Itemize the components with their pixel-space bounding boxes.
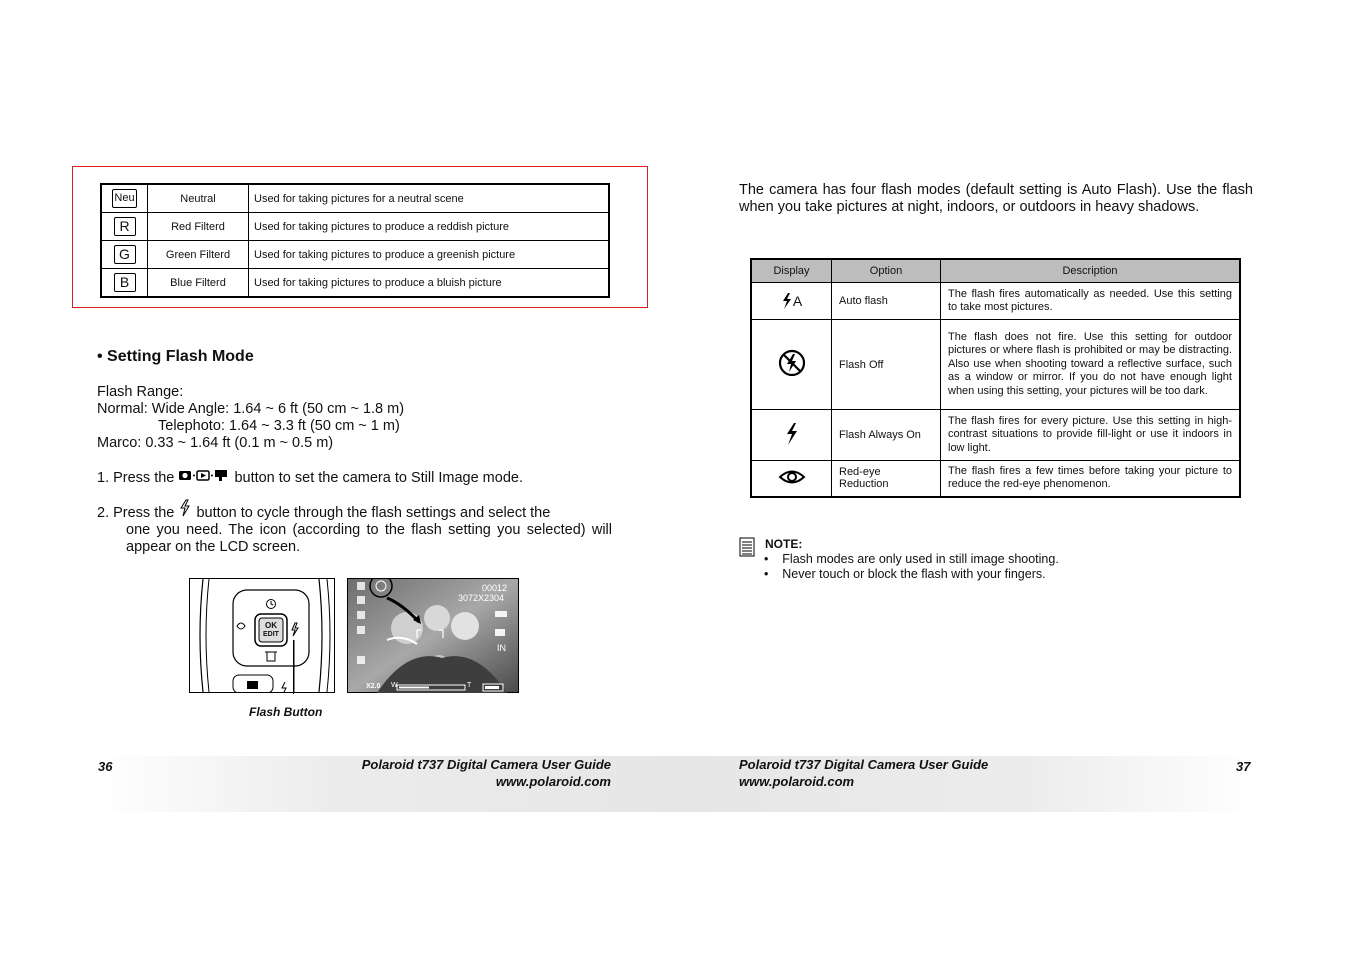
note-icon bbox=[739, 537, 755, 557]
list-item: • Flash modes are only used in still image shooting. bbox=[764, 552, 1059, 566]
table-row bbox=[101, 184, 609, 213]
storage-indicator: IN bbox=[497, 643, 506, 653]
edit-label: EDIT bbox=[263, 631, 279, 638]
filter-name: Blue Filterd bbox=[148, 269, 249, 298]
zoom-level: X2.0 bbox=[366, 683, 381, 690]
note-title: NOTE: bbox=[765, 537, 803, 551]
description-cell: The flash fires for every picture. Use this setting in high-contrast situations to provide fill-light or use it indoors in low light. bbox=[941, 410, 1241, 461]
footer-title: Polaroid t737 Digital Camera User Guide bbox=[361, 757, 611, 772]
flash-off-icon bbox=[751, 320, 832, 410]
filter-description: Used for taking pictures to produce a greenish picture bbox=[249, 241, 610, 269]
table-row bbox=[751, 320, 1240, 410]
auto-flash-icon bbox=[751, 283, 832, 320]
table-row bbox=[101, 241, 609, 269]
ok-label: OK bbox=[265, 621, 277, 630]
blue-filter-icon: B bbox=[114, 273, 136, 292]
filter-description: Used for taking pictures for a neutral scene bbox=[249, 184, 610, 213]
range-title: Flash Range: bbox=[97, 384, 184, 400]
resolution-readout: 3072X2304 bbox=[458, 593, 505, 603]
option-cell: Flash Off bbox=[832, 320, 941, 410]
callout-line bbox=[293, 640, 294, 694]
table-row bbox=[101, 269, 609, 298]
red-eye-icon bbox=[751, 461, 832, 497]
color-filter-box bbox=[72, 166, 648, 308]
table-row bbox=[101, 213, 609, 241]
color-filter-table bbox=[100, 183, 610, 298]
step-2 bbox=[97, 499, 612, 556]
range-normal: Normal: Wide Angle: 1.64 ~ 6 ft (50 cm ~ 1.8 m) bbox=[97, 401, 405, 417]
flash-always-on-icon bbox=[751, 410, 832, 461]
description-cell: The flash fires automatically as needed. Use this setting to take most pictures. bbox=[941, 283, 1241, 320]
option-cell: Flash Always On bbox=[832, 410, 941, 461]
step-1 bbox=[97, 469, 612, 487]
description-cell: The flash fires a few times before taking your picture to reduce the red-eye phenomenon. bbox=[941, 461, 1241, 497]
footer-url[interactable]: www.polaroid.com bbox=[495, 774, 611, 789]
flash-mode-table bbox=[750, 258, 1241, 498]
intro-paragraph: The camera has four flash modes (default setting is Auto Flash). Use the flash when you take pictures at night, indoors, or outdoors in heavy shadows. bbox=[739, 182, 1253, 215]
footer-right bbox=[739, 756, 1059, 790]
step2-text-start: 2. Press the bbox=[97, 505, 175, 521]
camera-back-illustration bbox=[189, 578, 335, 693]
step2-text-end: button to cycle through the flash settings and select the bbox=[196, 505, 551, 521]
option-cell: Red-eye Reduction bbox=[832, 461, 941, 497]
note-list bbox=[764, 552, 1059, 582]
page-number-left: 36 bbox=[98, 759, 113, 774]
table-row bbox=[751, 461, 1240, 497]
table-row bbox=[751, 283, 1240, 320]
table-header-row bbox=[751, 259, 1240, 283]
flash-range-block bbox=[97, 384, 617, 452]
filter-description: Used for taking pictures to produce a reddish picture bbox=[249, 213, 610, 241]
auto-flash-icon-letter: A bbox=[792, 293, 803, 309]
footer-left bbox=[300, 756, 611, 790]
filter-name: Neutral bbox=[148, 184, 249, 213]
option-cell: Auto flash bbox=[832, 283, 941, 320]
figure-caption: Flash Button bbox=[249, 705, 323, 719]
zoom-tele-label: T bbox=[467, 682, 472, 689]
filter-description: Used for taking pictures to produce a bluish picture bbox=[249, 269, 610, 298]
footer-title: Polaroid t737 Digital Camera User Guide bbox=[739, 757, 989, 772]
range-macro: Marco: 0.33 ~ 1.64 ft (0.1 m ~ 0.5 m) bbox=[97, 435, 334, 451]
page-number-right: 37 bbox=[1236, 759, 1251, 774]
filter-name: Red Filterd bbox=[148, 213, 249, 241]
shot-counter: 00012 bbox=[482, 583, 508, 593]
description-cell: The flash does not fire. Use this setting for outdoor pictures or where flash is prohibited or may be distracting. Also use when shooting toward a reflective surface, such as a window or mirror. If you do not have enough light when using this setting, your pictures will be too dark. bbox=[941, 320, 1241, 410]
range-telephoto: Telephoto: 1.64 ~ 3.3 ft (50 cm ~ 1 m) bbox=[158, 418, 400, 434]
step1-text-end: button to set the camera to Still Image mode. bbox=[234, 470, 523, 486]
step1-text-start: 1. Press the bbox=[97, 470, 175, 486]
green-filter-icon: G bbox=[114, 245, 136, 264]
header-description: Description bbox=[941, 259, 1241, 283]
filter-name: Green Filterd bbox=[148, 241, 249, 269]
mode-button-icon bbox=[178, 470, 234, 486]
neutral-filter-icon: Neu bbox=[112, 189, 136, 208]
zoom-wide-label: W bbox=[391, 682, 398, 689]
header-option: Option bbox=[832, 259, 941, 283]
table-row bbox=[751, 410, 1240, 461]
footer-url[interactable]: www.polaroid.com bbox=[739, 774, 855, 789]
step2-continuation: one you need. The icon (according to the flash setting you selected) will appear on the LCD screen. bbox=[126, 522, 612, 555]
list-item: • Never touch or block the flash with your fingers. bbox=[764, 567, 1046, 581]
red-filter-icon: R bbox=[114, 217, 136, 236]
flash-button-icon bbox=[178, 505, 192, 521]
header-display: Display bbox=[751, 259, 832, 283]
section-heading: • Setting Flash Mode bbox=[97, 348, 254, 365]
lcd-screen-illustration bbox=[347, 578, 519, 693]
